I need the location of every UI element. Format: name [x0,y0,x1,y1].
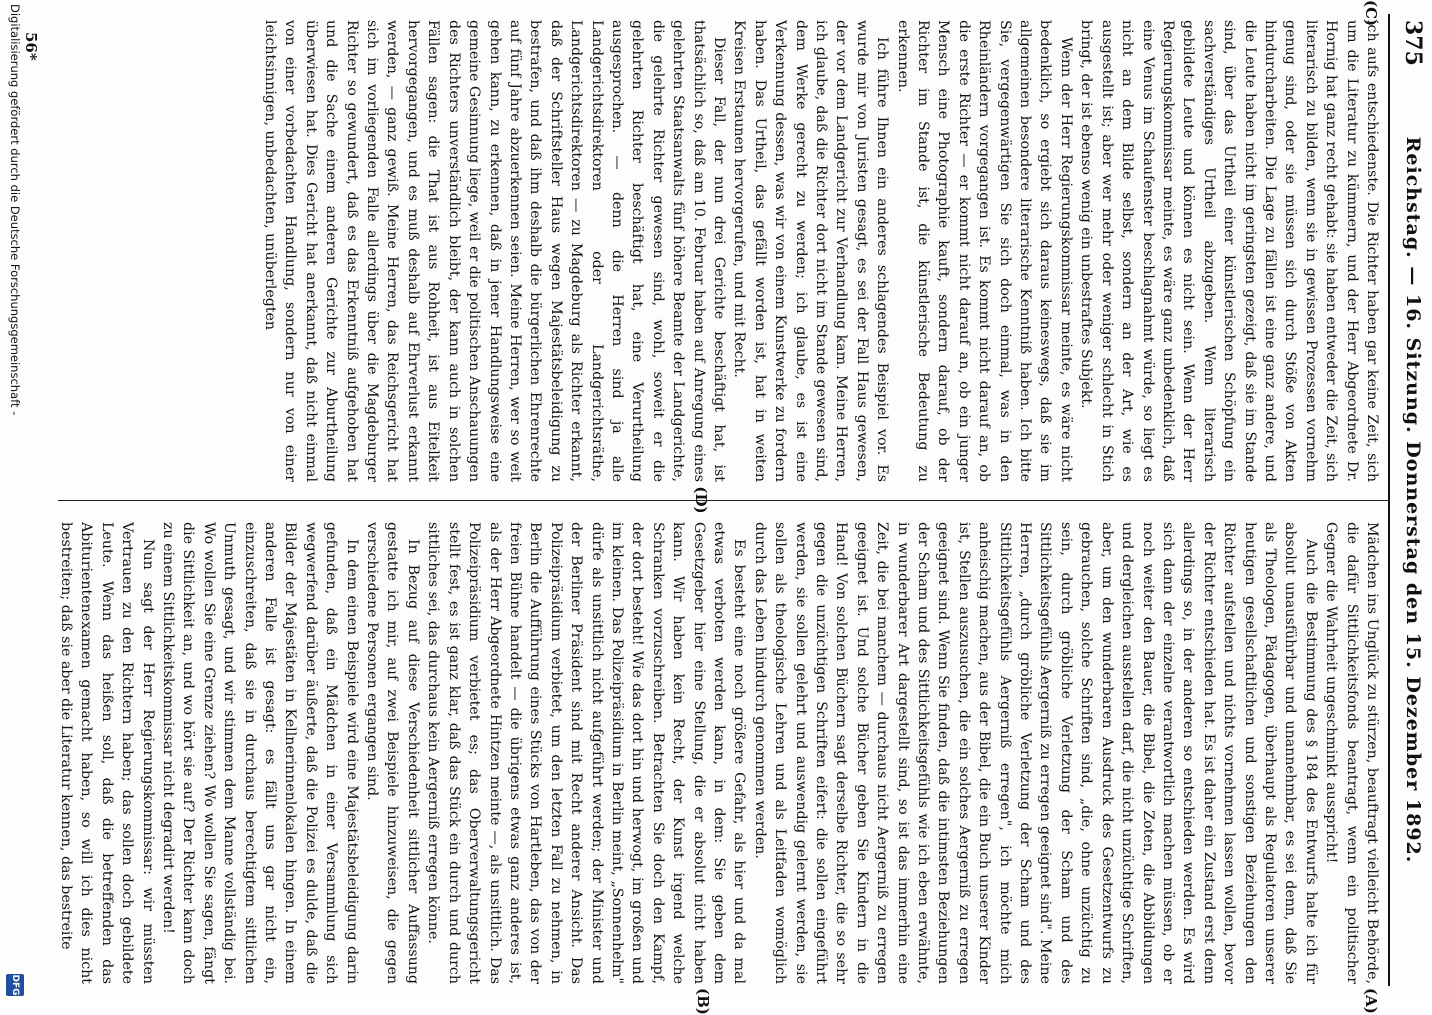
left-column [52,20,1382,482]
paragraph: In dem einen Beispiele wird eine Majestätsbeleidigung darin gefunden, daß ein Mädchen in einer Versammlung sich wegwerfend darüber äußerte, daß die Polizei es dulde, daß die Bilder der Majestäten in Kellnerinnenlokalen hingen. In einem anderen Falle ist gesagt: es fällt uns gar nicht ein, einzuschreiten, daß sie in durchaus berechtigtem sittlichen Unmuth gesagt, und wir stimmen dem Manne vollständig bei. Wo wollen Sie eine Grenze ziehen? Wo wollen Sie sagen, fängt die Sittlichkeit an, und wo hört sie auf? Der Richter kann doch zu einem Sittlichkeitskommissar nicht degradirt werden! [160,522,360,984]
digitization-footer [2,0,26,1000]
column-divider [58,500,1388,501]
paragraph: Nun sagt der Herr Regierungskommissar: wir müssten Vertrauen zu den Richtern haben; das sollen doch gebildete Leute. Wenn das heißen soll, daß die betreffenden das Abiturientenexamen gemacht haben, so will ich dies nicht bestreiten; daß sie aber die Literatur kennen, das bestreite [58,522,156,984]
paragraph: Mädchen ins Unglück zu stürzen, beauftragt vielleicht Behörde, die dafür Sittlichkeitsfonds beantragt, wenn ein politischer Gegner die Wahrheit ungeschminkt ausspricht! [1323,522,1380,984]
paragraph: Es besteht eine noch größere Gefahr, als hier und da mal etwas verboten werden kann, in dem: Sie geben dem Gesetzgeber hier eine Stellung, die er absolut nicht haben kann. Wir haben kein Recht, der Kunst irgend welche Schranken vorzuschreiben. Betrachten Sie doch den Kampf, der dort besteht! Wie das dort hin und herwogt, im großen und im kleinen. Das Polizeipräsidium in Berlin meint, „Sonnenhelm" dürfe als unsittlich nicht aufgeführt werden; der Minister und der Berliner Präsident sind mit Recht anderer Ansicht. Das Polizeipräsidium verbietet, um den letzten Fall zu nehmen, in Berlin die Aufführung eines Stücks von Hartleben, das von der freien Bühne handelt — die übrigens etwas ganz anderes ist, als der Herr Abgeordnete Hintzen meinte —, als unsittlich. Das Polizeipräsidium verbietet es; das Oberverwaltungsgericht stellt fest, es ist ganz klar, daß das Stück ein durch und durch sittliches sei, das durchaus kein Aergerniß erregen könne. [425,522,748,984]
margin-marker-a: (A) [1362,988,1380,1014]
header-rule [1388,14,1390,986]
dfg-logo-icon: DFG [6,974,24,996]
margin-marker-c: (C) [1362,0,1380,27]
margin-marker-b: (B) [694,988,712,1015]
paragraph: Ich führe Ihnen ein anderes schlagendes Beispiel vor. Es wurde mir von Juristen gesagt, es sei der Fall Haus gewesen, der vor dem Landgericht zur Verhandlung kam. Meine Herren, ich glaube, daß die Richter dort nicht im Stande gewesen sind, dem Werke gerecht zu werden; ich glaube, es ist eine Verkennung dessen, was wir von einem Kunstwerke zu fordern haben. Das Urtheil, das gefällt worden ist, hat in weiten Kreisen Erstaunen hervorgerufen, und mit Recht. [731,20,891,482]
paragraph: Wenn der Herr Regierungskommissar meinte, es wäre nicht bedenklich, so ergiebt sich daraus keineswegs, daß sie im allgemeinen besondere literarische Kenntniß haben. Ich bitte Sie, vergegenwärtigen Sie sich doch einmal, was in den Rheinländern vorgegangen ist. Es kommt nicht darauf an, ob die erste Richter — er kommt nicht darauf an, ob ein junger Mensch eine Photographie kauft, sondern darauf, ob der Richter im Stande ist, die künstlerische Bedeutung zu erkennen. [894,20,1074,482]
paragraph: ich aufs entschiedenste. Die Richter haben gar keine Zeit, sich um die Literatur zu kümmern, und der Herr Abgeordnete Dr. Hornig hat ganz recht gehabt: sie haben entweder die Zeit, sich literarisch zu bilden, wenn sie in gewissen Prozessen vornehm genug sind, oder sie müssen sich durch Stöße von Akten hindurcharbeiten. Die Lage zu fällen ist eine ganz andere, und die Leute haben nicht im geringsten gezeigt, daß sie im Stande sind, über das Urtheil einer künstlerischen Schöpfung ein sachverständiges Urtheil abzugeben. Wenn literarisch gebildete Leute und können es nicht sein. Wenn der Herr Regierungskommissar meinte, es wäre ganz unbedenklich, daß eine Venus im Schaufenster beschlagnahmt würde, so liegt es nicht an dem Bilde selbst, sondern an der Art, wie es ausgestellt ist; aber wer mehr oder weniger schlecht in Stich bringt, der ist ebenso wenig ein unbestraftes Subjekt. [1078,20,1380,482]
page-number: 375 [1400,20,1426,66]
right-column [52,522,1382,984]
sheet-number: 56* [22,32,40,61]
page-header [1390,0,1432,1000]
footer-credit: Digitalisierung gefördert durch die Deutsche Forschungsgemeinschaft - [8,4,22,416]
paragraph: In Bezug auf diese Verschiedenheit sittlicher Auffassung gestatte ich mir, auf zwei Beispiele hinzuweisen, die gegen verschiedene Personen ergangen sind. [364,522,421,984]
margin-marker-d: (D) [692,486,710,514]
paragraph: Auch die Bestimmung des § 184 des Entwurfs halte ich für absolut unausführbar und unannehmbar, es sei denn, daß Sie als Theologen, Pädagogen, überhaupt als Regulatoren unserer heutigen gesellschaftlichen und sonstigen Beziehungen den Richter aufstellen und nichts vornehmen lassen wollen, bevor der Richter entschieden hat. Es ist daher ein Zustand erst denn allerdings so, in der anderen so entschieden werden. Es wird sich dann der einzelne verantwortlich machen müssen, ob er noch weiter den Bauer, die Bibel, die Zoten, die Abbildungen und dergleichen ausstellen darf, die nicht unzüchtige Schriften, aber, um den wunderbaren Ausdruck des Gesetzentwurfs zu gebrauchen, solche Schriften sind, „die, ohne unzüchtig zu sein, durch gröbliche Verletzung der Scham und des Sittlichkeitsgefühls Aergerniß zu erregen geeignet sind". Meine Herren, „durch gröbliche Verletzung der Scham und des Sittlichkeitsgefühls Aergerniß erregen", ich möchte mich anheischig machen, aus der Bibel, die ein Buch unserer Kinder ist, Stellen auszusuchen, die ein solches Aergerniß zu erregen geeignet sind. Wenn Sie finden, daß die intimsten Beziehungen der Scham und des Sittlichkeitsgefühls wie ich eben erwähnte, in wunderbarer Art dargestellt sind, so ist das immerhin eine Zeit, die bei manchem — durchaus nicht Aergerniß zu erregen geeignet ist. Und solche Bücher geben Sie Kindern in die Hand! Von solchen Büchern sagt derselbe Richter, die so sehr gegen die unzüchtigen Schriften eifert: die sollen eingeführt werden, sie sollen gelehrt und auswendig gelernt werden, sie sollen als theologische Lehren und als Leitfaden womöglich durch das Leben hindurch genommen werden. [751,522,1319,984]
running-head: Reichstag. — 16. Sitzung. Donnerstag den 15. Dezember 1892. [1402,136,1424,864]
paragraph: Dieser Fall, der nun drei Gerichte beschäftigt hat, ist thatsächlich so, daß am 10. Februar haben auf Anregung eines gelehrten Staatsanwalts fünf höhere Beamte der Landgerichte, die gelehrte Richter gewesen sind, wohl, soweit er die gelehrten Richter beschäftigt hat, eine Verurtheilung ausgesprochen. — denn die Herren sind ja alle Landgerichtsdirektoren oder Landgerichtsräthe, Landgerichtsdirektoren — zu Magdeburg als Richter erkannt, daß der Schriftsteller Haus wegen Majestätsbeleidigung zu bestrafen, und daß ihm deshalb die bürgerlichen Ehrenrechte auf fünf Jahre abzuerkennen seien. Meine Herren, wer so weit gehen kann, zu erkennen, daß in jener Handlungsweise eine gemeine Gesinnung liege, weil er die politischen Anschauungen des Richters unverständlich bleibt, der kann auch in solchen Fällen sagen: die That ist aus Rohheit, ist aus Eitelkeit hervorgegangen, und es muß deshalb auf Ehrverlust erkannt werden, — ganz gewiß. Meine Herren, das Reichsgericht hat sich im vorliegenden Falle allerdings über die Magdeburger Richter so gewundert, daß es das Erkenntniß aufgehoben hat und die Sache einem anderen Gerichte zur Aburtheilung überwiesen hat. Dies Gericht hat anerkannt, daß nicht einmal von einer vorbedachten Handlung, sondern nur von einer leichtsinnigen, unbedachten, unüberlegten [262,20,727,482]
